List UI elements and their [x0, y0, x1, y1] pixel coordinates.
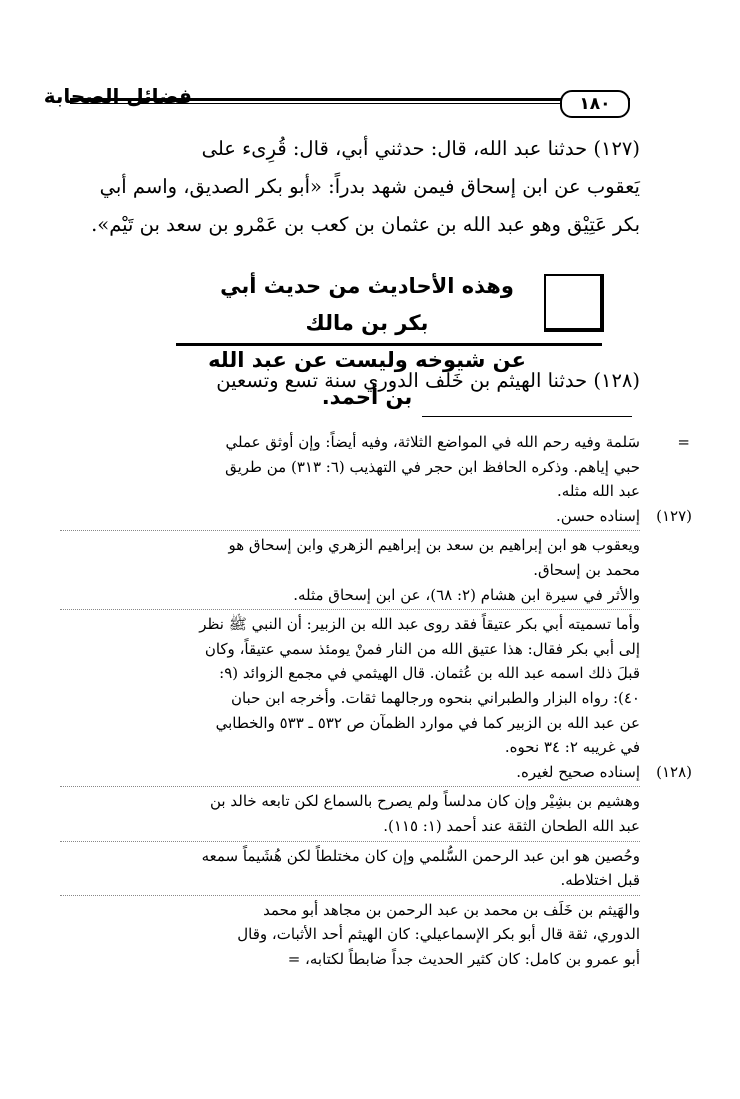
heading-line: عن شيوخه وليست عن عبد الله بن أحمد.: [208, 348, 526, 409]
divider: [60, 841, 640, 842]
footnote-line: وأما تسميته أبي بكر عتيقاً فقد روى عبد الله بن الزبير: أن النبي ﷺ نظر: [199, 615, 640, 634]
footnote-line: عن عبد الله بن الزبير كما في موارد الظمآن ص ٥٣٢ ـ ٥٣٣ والخطابي: [215, 713, 640, 732]
running-header-title: فضائل الصحابة: [43, 84, 192, 108]
divider: [60, 609, 640, 610]
footnote-line: عبد الله مثله.: [557, 482, 640, 501]
footnote-line: وحُصين هو ابن عبد الرحمن السُّلمي وإن كان مختلطاً لكن هُشَيماً سمعه: [201, 846, 640, 865]
footnote-line: إلى أبي بكر فقال: هذا عتيق الله من النار فمنْ يومئذ سمي عتيقاً، وكان: [204, 639, 640, 658]
footnote-line: الدوري، ثقة قال أبو بكر الإسماعيلي: كان الهيثم أحد الأثبات، وقال: [237, 925, 640, 944]
footnote-line: قبلَ ذلك اسمه عبد الله بن عُثمان. قال الهيثمي في مجمع الزوائد (٩:: [219, 664, 640, 683]
footnote-line: والهَيثم بن خَلَف بن محمد بن عبد الرحمن بن مجاهد أبو محمد: [263, 900, 640, 919]
footnote-line: أبو عمرو بن كامل: كان كثير الحديث جداً ضابطاً لكتابه، =: [287, 949, 640, 968]
footnote-lead: إسناده حسن.: [556, 506, 640, 525]
text-line: (١٢٧) حدثنا عبد الله، قال: حدثني أبي، قال: قُرِىء على: [201, 137, 640, 160]
footnote-128: [60, 760, 692, 972]
footnote-line: قبل اختلاطه.: [560, 871, 640, 890]
continuation-mark: =: [677, 433, 690, 451]
page-number: ١٨٠: [560, 90, 630, 118]
footnote-line: ٤٠): رواه البزار والطبراني بنحوه ورجالهما ثقات. وأخرجه ابن حبان: [230, 688, 640, 707]
paragraph-128: (١٢٨) حدثنا الهيثم بن خَلَف الدوري سنة تسع وتسعين: [216, 369, 640, 392]
footnote-line: ويعقوب هو ابن إبراهيم بن سعد بن إبراهيم الزهري وابن إسحاق هو: [228, 536, 640, 555]
divider: [60, 786, 640, 787]
divider: [60, 530, 640, 531]
paragraph-127: [68, 130, 640, 244]
footnote-line: وهشيم بن بشِيْر وإن كان مدلساً ولم يصرح بالسماع لكن تابعه خالد بن: [210, 792, 640, 811]
footnote-line: سَلمة وفيه رحم الله في المواضع الثلاثة، وفيه أيضاً: وإن أوثق عملي: [225, 433, 640, 451]
footnote-separator: [422, 416, 632, 417]
footnote-127: [60, 504, 692, 760]
footnote-continuation: [60, 430, 690, 504]
footnote-line: في غريبه ٢: ٣٤ نحوه.: [504, 738, 640, 757]
heading-line: وهذه الأحاديث من حديث أبي بكر بن مالك: [220, 274, 514, 335]
footnote-lead: إسناده صحيح لغيره.: [516, 762, 640, 781]
footnote-line: محمد بن إسحاق.: [533, 560, 640, 579]
footnote-line: عبد الله الطحان الثقة عند أحمد (١: ١١٥).: [383, 816, 640, 835]
footnote-line: حبي إياهم. وذكره الحافظ ابن حجر في التهذيب (٦: ٣١٣) من طريق: [225, 457, 640, 476]
section-underline: [176, 343, 602, 346]
footnote-number: (١٢٨): [656, 762, 692, 781]
section-box-ornament: [544, 274, 604, 332]
text-line: بكر عَتِيْق وهو عبد الله بن عثمان بن كعب بن عَمْرو بن سعد بن تَيْم».: [91, 213, 640, 236]
footnote-number: (١٢٧): [656, 506, 692, 525]
header-rule: [70, 98, 630, 104]
text-line: يَعقوب عن ابن إسحاق فيمن شهد بدراً: «أبو بكر الصديق، واسم أبي: [99, 175, 640, 198]
footnote-line: والأثر في سيرة ابن هشام (٢: ٦٨)، عن ابن إسحاق مثله.: [293, 585, 640, 604]
divider: [60, 895, 640, 896]
footnotes: [60, 430, 692, 971]
